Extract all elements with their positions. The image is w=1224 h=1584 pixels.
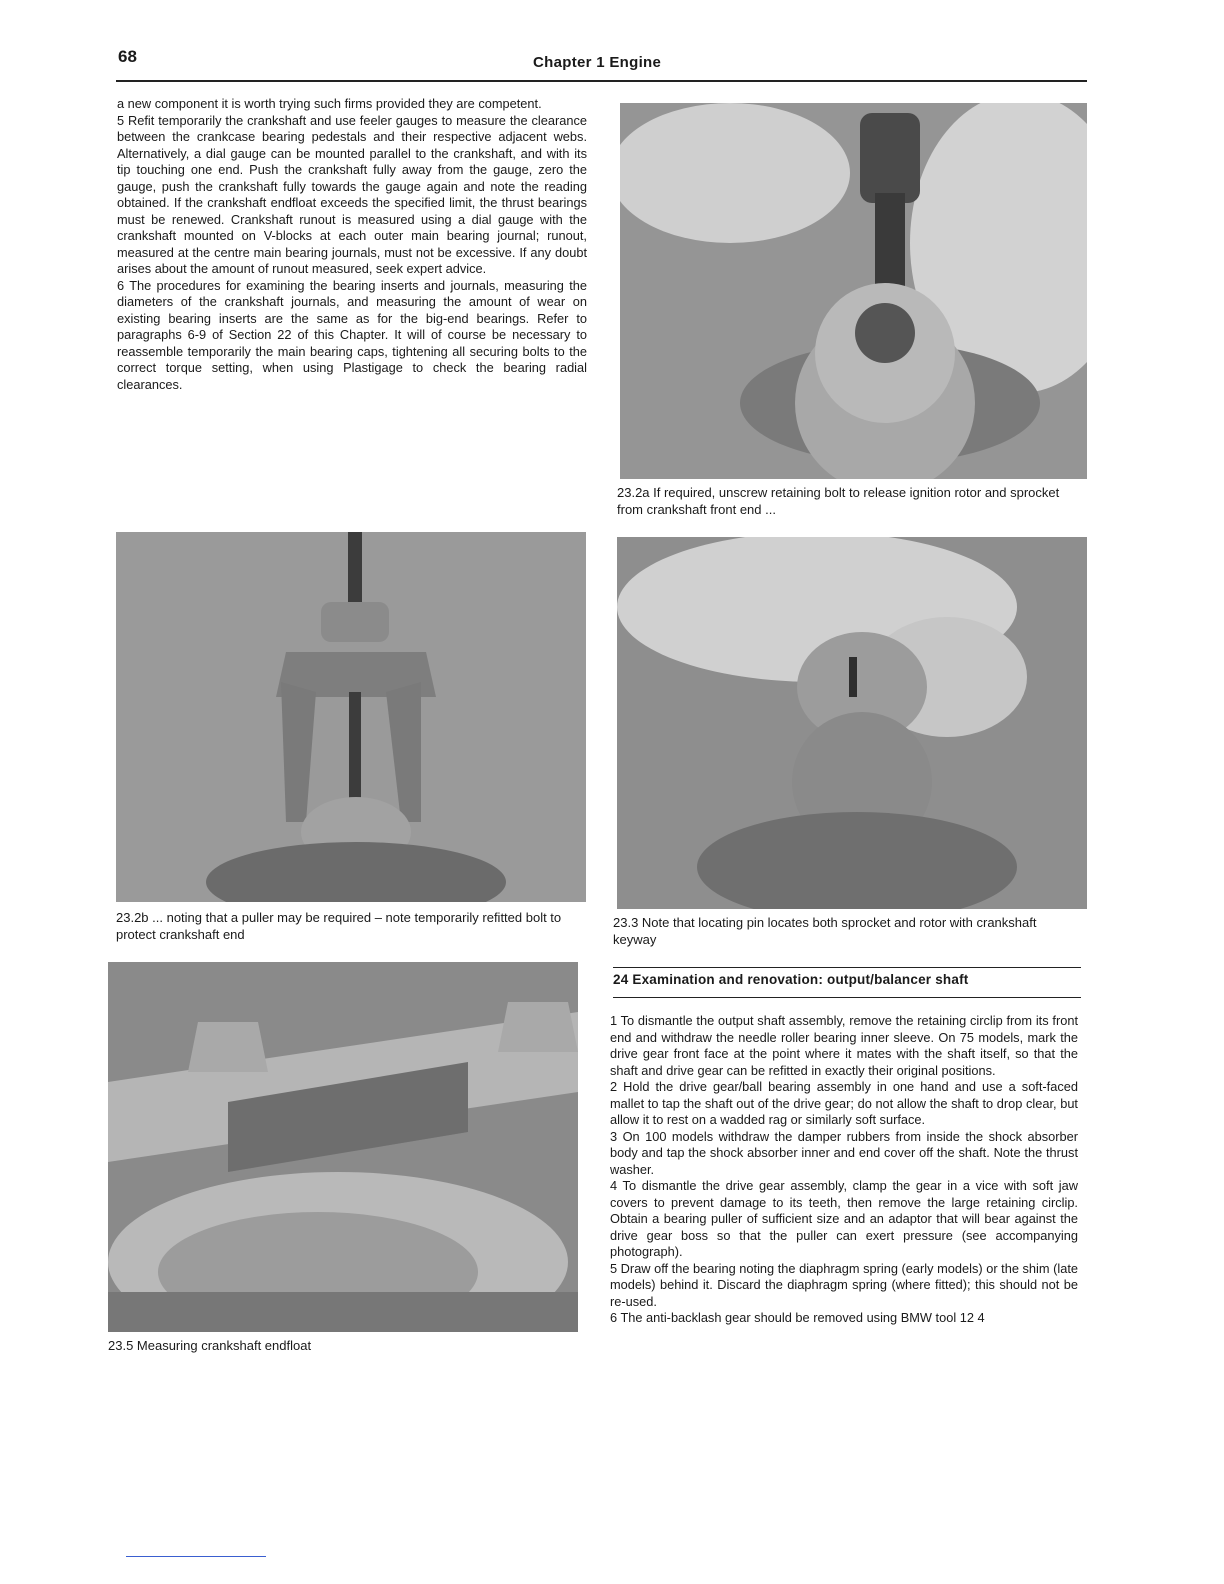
paragraph: 6 The anti-backlash gear should be removed using BMW tool 12 4 xyxy=(610,1310,985,1325)
section-rule-top xyxy=(613,967,1081,968)
paragraph: 5 Refit temporarily the crankshaft and use feeler gauges to measure the clearance between the crankcase bearing pedestals and their respective adjacent webs. Alternatively, a dial gauge can be mounted parallel to the crankshaft, and with its tip touching one end. Push the crankshaft fully away from the gauge, zero the gauge, push the crankshaft fully towards the gauge again and note the reading obtained. If the crankshaft endfloat exceeds the specified limit, the thrust bearings must be renewed. Crankshaft runout is measured using a dial gauge with the crankshaft mounted on V-blocks at each outer main bearing journal; runout, measured at the centre main bearing journals, must not be excessive. If any doubt arises about the amount of runout measured, seek expert advice. xyxy=(117,112,587,276)
section-rule-bottom xyxy=(613,997,1081,998)
paragraph: 3 On 100 models withdraw the damper rubbers from inside the shock absorber body and tap the shock absorber inner and end cover off the shaft. Note the thrust washer. xyxy=(610,1128,1078,1177)
section-text xyxy=(610,1013,1078,1327)
footer-link-line xyxy=(126,1556,266,1557)
paragraph: 2 Hold the drive gear/ball bearing assembly in one hand and use a soft-faced mallet to tap the shaft out of the drive gear; do not allow the shaft to drop clear, but allow it to rest on a wadded rag or similarly soft surface. xyxy=(610,1079,1078,1127)
paragraph: 6 The procedures for examining the bearing inserts and journals, measuring the diameters of the crankshaft journals, and measuring the amount of wear on existing bearing inserts are the same as for the big-end bearings. Refer to paragraphs 6-9 of Section 22 of this Chapter. It will of course be necessary to reassemble temporarily the main bearing caps, tightening all securing bolts to the correct torque setting, when using Plastigage to check the bearing radial clearances. xyxy=(117,277,587,392)
paragraph: 1 To dismantle the output shaft assembly, remove the retaining circlip from its front end and withdraw the needle roller bearing inner sleeve. On 75 models, mark the drive gear front face at the point where it mates with the shaft itself, so that the shaft and drive gear can be refitted in exactly their original positions. xyxy=(610,1013,1078,1078)
photo-23-2b xyxy=(116,532,586,902)
caption-23-5: 23.5 Measuring crankshaft endfloat xyxy=(108,1338,312,1353)
caption-23-3: 23.3 Note that locating pin locates both sprocket and rotor with crankshaft keyway xyxy=(613,915,1037,947)
section-heading: 24 Examination and renovation: output/balancer shaft xyxy=(613,972,969,987)
caption-23-2b: 23.2b ... noting that a puller may be required – note temporarily refitted bolt to protect crankshaft end xyxy=(116,910,562,942)
running-head: Chapter 1 Engine xyxy=(533,54,662,71)
photo-23-5 xyxy=(108,962,578,1332)
caption-23-2a: 23.2a If required, unscrew retaining bolt to release ignition rotor and sprocket from crankshaft front end ... xyxy=(617,485,1060,517)
photo-23-3 xyxy=(617,537,1087,909)
paragraph: a new component it is worth trying such firms provided they are competent. xyxy=(117,96,542,111)
photo-23-2a xyxy=(620,103,1087,479)
page-number: 68 xyxy=(118,47,137,66)
header-rule xyxy=(116,80,1087,82)
paragraph: 4 To dismantle the drive gear assembly, clamp the gear in a vice with soft jaw covers to prevent damage to its teeth, then remove the large retaining circlip. Obtain a bearing puller of sufficient size and an adaptor that will bear against the drive gear boss so that the puller can exert pressure (see accompanying photograph). xyxy=(610,1178,1078,1259)
paragraph: 5 Draw off the bearing noting the diaphragm spring (early models) or the shim (late models) behind it. Discard the diaphragm spring (where fitted); this should not be re-used. xyxy=(610,1260,1078,1309)
left-column-text xyxy=(117,96,587,393)
